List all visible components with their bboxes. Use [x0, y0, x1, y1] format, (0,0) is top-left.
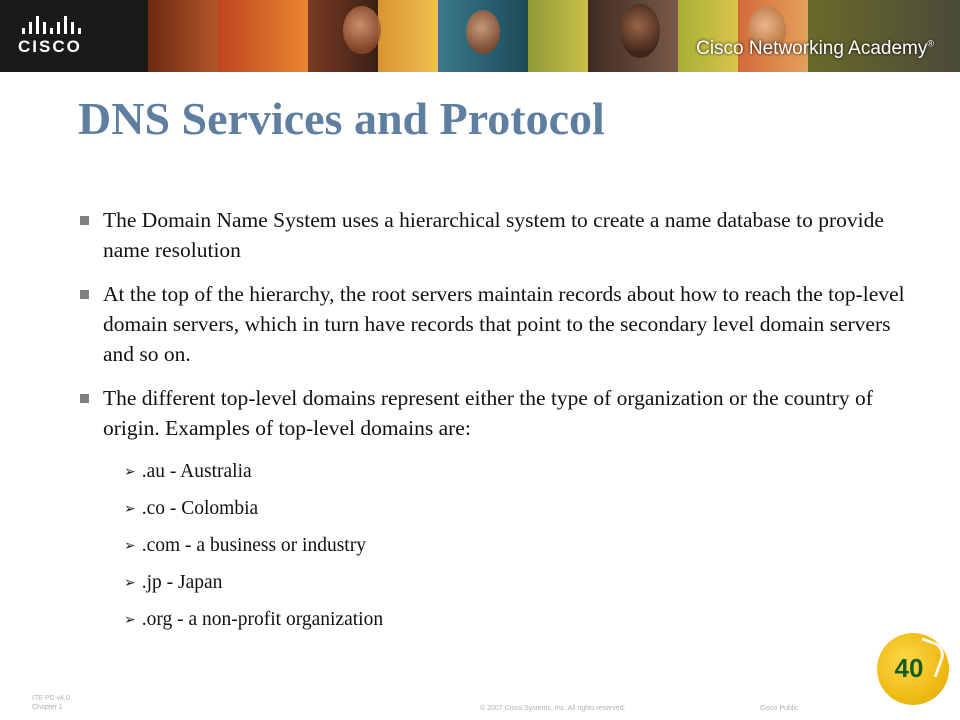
- tld-text: .jp - Japan: [141, 571, 223, 593]
- bullet-item: [80, 279, 910, 369]
- tld-item: [124, 490, 910, 527]
- tld-list: [124, 453, 910, 638]
- arrow-bullet-icon: ➢: [124, 537, 136, 554]
- bullet-text: The different top-level domains represent either the type of organization or the country of origin. Examples of top-level domains are:: [103, 386, 873, 440]
- tld-text: .org - a non-profit organization: [141, 608, 384, 630]
- tld-text: .com - a business or industry: [141, 534, 366, 556]
- bullet-square-icon: [80, 394, 89, 403]
- tld-item: [124, 453, 910, 490]
- page-number: 40: [894, 653, 924, 683]
- slide-title: DNS Services and Protocol: [78, 93, 605, 144]
- tld-text: .au - Australia: [141, 460, 252, 482]
- cisco-logo: [18, 14, 108, 58]
- bullet-item: [80, 205, 910, 265]
- cisco-bars-icon: [22, 14, 108, 34]
- bullet-text: At the top of the hierarchy, the root servers maintain records about how to reach the top-level domain servers, which in turn have records that point to the secondary level domain servers and so on.: [103, 282, 905, 366]
- bullet-square-icon: [80, 216, 89, 225]
- arrow-bullet-icon: ➢: [124, 611, 136, 628]
- arrow-bullet-icon: ➢: [124, 463, 136, 480]
- header-banner: [0, 0, 960, 72]
- bullet-square-icon: [80, 290, 89, 299]
- academy-text: Cisco Networking Academy: [696, 38, 928, 59]
- bullet-text: The Domain Name System uses a hierarchical system to create a name database to provide name resolution: [103, 208, 884, 262]
- tld-item: [124, 564, 910, 601]
- cisco-wordmark: CISCO: [18, 37, 82, 56]
- chapter-label: Chapter 1: [32, 704, 63, 711]
- page-number-badge: [877, 633, 949, 705]
- footer-course-info: [32, 694, 70, 712]
- trademark: ®: [927, 38, 934, 49]
- tld-text: .co - Colombia: [141, 497, 259, 519]
- slide-body: [80, 205, 910, 638]
- footer-classification: Cisco Public: [760, 705, 799, 712]
- footer-copyright: © 2007 Cisco Systems, Inc. All rights reserved.: [480, 705, 626, 712]
- bullet-item: [80, 383, 910, 443]
- academy-title: [696, 38, 934, 60]
- photo-strip: [148, 0, 960, 72]
- tld-item: [124, 601, 910, 638]
- arrow-bullet-icon: ➢: [124, 574, 136, 591]
- tld-item: [124, 527, 910, 564]
- course-label: ITE PC v4.0: [32, 695, 70, 702]
- arrow-bullet-icon: ➢: [124, 500, 136, 517]
